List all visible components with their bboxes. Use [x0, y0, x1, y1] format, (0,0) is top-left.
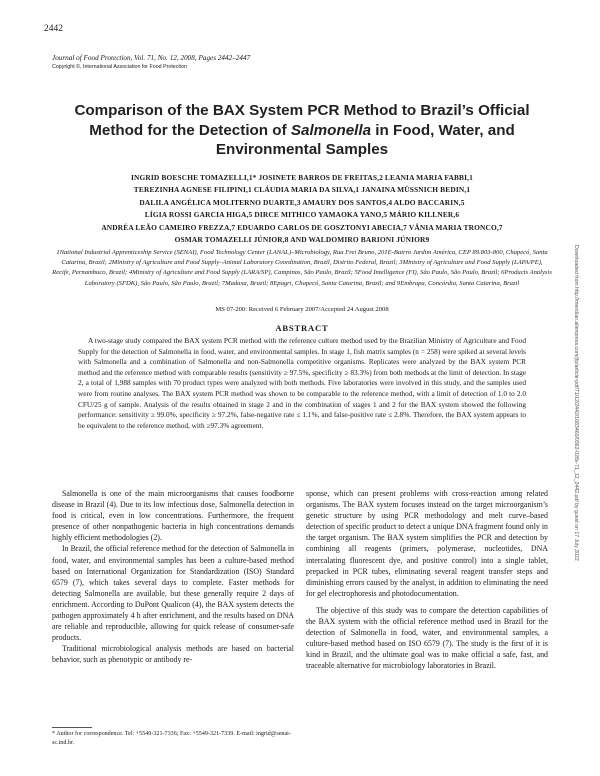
affiliations: 1National Industrial Apprenticeship Service (SENAI), Food Technology Center (LANAL)–Microbiology, Rua Frei Bruno, 201E-Bairro Jardim América, CEP 89.803-800, Chapecó, Santa Catarina, Brazil; 2Ministry of Agriculture and Food Supply–Animal Laboratory Coordination, Brazil, Distrito Federal, Brazil; 3Ministry of Agriculture and Food Supply (LAPA/PE), Recife, Pernambuco, Brazil; 4Ministry of Agriculture and Food Supply (LARA/SP), Campinas, São Paulo, Brazil; 5Food Intelligence (FI), São Paulo, São Paulo, Brazil; 6Products Analysis Laboratory (SFDK), São Paulo, São Paulo, Brazil; 7Madaxa, Brazil; 8Epagri, Chapecó, Santa Catarina, Brazil; and 9Embrapa, Concórdia, Santa Catarina, Brazil — [52, 249, 552, 287]
abstract-text: A two-stage study compared the BAX system PCR method with the reference culture method used by the Brazilian Ministry of Agriculture and Food Supply for the detection of Salmonella in food, water, and environmental samples. In stage 1, fish matrix samples (n = 258) were spiked at several levels with Salmonella and a combination of Salmonella and non-Salmonella competitive organisms. Replicates were analyzed by the BAX system PCR method and the reference method with comparable results (sensitivity ≥ 97.5%, specificity ≥ 83.3%) from both methods at the limit of detection. In stage 2, a total of 1,988 samples with 70 product types were analyzed with both methods. Five laboratories were involved in this study, and the samples used were from routine analyses. The BAX system PCR method was shown to be comparable to the reference method, with a limit of detection of 1.0 to 2.0 CFU/25 g of sample. Analysis of the results obtained in stage 2 and in the combination of stages 1 and 2 for the BAX system showed the following performance: sensitivity ≥ 99.0%, specificity ≥ 97.2%, false-negative rate ≤ 1.1%, and false-positive rate ≤ 2.8%. Therefore, the BAX system appears to be equivalent to the reference method, with ≥97.3% agreement. — [78, 336, 526, 430]
journal-citation: Journal of Food Protection, Vol. 71, No. 12, 2008, Pages 2442–2447 — [52, 54, 251, 62]
download-watermark-text: Downloaded from http://meridian.allenpress.com/jfp/article-pdf/71/12/2442/1683460/0362-028x-71_12_2442.pdf by guest on 17 July 2022 — [573, 245, 579, 561]
author-line: LÍGIA ROSSI GARCIA HIGA,5 DIRCE MITHICO YAMAOKA YANO,5 MÁRIO KILLNER,6 — [144, 210, 460, 220]
title-line-1: Comparison of the BAX System PCR Method to Brazil’s Official — [74, 102, 530, 119]
title-line-2: Method for the Detection of Salmonella in Food, Water, and — [89, 121, 515, 139]
paragraph: sponse, which can present problems with cross-reaction among related organisms. The BAX system focuses instead on the target microorganism’s genetic structure by using PCR methodology and melt curve–based detection of specific product to detect a unique DNA fragment found only in the target organism. The BAX system simplifies the PCR and detection by combining all reagents (primers, polymerase, nucleotides, DNA intercalating fluorescent dye, and positive control) into a single tablet, prepacked in PCR tubes, eliminating several reagent transfer steps and diminishing errors caused by the analyst, in addition to eliminating the need for gel electrophoresis and photodocumentation. — [306, 489, 548, 598]
paragraph: In Brazil, the official reference method for the detection of Salmonella in food, water, and environmental samples has been a culture-based method based on International Organization for Standardization (ISO) Standard 6579 (7), which takes several days to complete. Faster methods for detecting Salmonella are available, but these generally require 2 days of enrichment. According to DuPont Qualicon (4), the BAX system detects the pathogen approximately 4 h after enrichment, and the results based on DNA are reliable and reproducible, allowing for quick release of consumer-safe products. — [52, 544, 294, 643]
abstract-heading: ABSTRACT — [275, 323, 329, 333]
copyright-line: Copyright ©, International Association for Food Protection — [52, 64, 187, 70]
paragraph: The objective of this study was to compare the detection capabilities of the BAX system with the official reference method used in Brazil for the detection of Salmonella in food, water, and environmental samples, a culture-based method based on ISO 6579 (7). The study is the first of it is kind in Brazil, and the ultimate goal was to make official a safe, fast, and traceable alternative for microbiology laboratories in Brazil. — [306, 605, 548, 671]
body-column-right — [306, 488, 548, 672]
page-number: 2442 — [44, 24, 63, 34]
author-line: OSMAR TOMAZELLI JÚNIOR,8 AND WALDOMIRO BARIONI JÚNIOR9 — [174, 235, 430, 245]
body-column-left — [52, 488, 294, 666]
received-dates: MS 07-200: Received 6 February 2007/Accepted 24 August 2008 — [215, 306, 389, 313]
author-list — [52, 172, 552, 246]
title-line-3: Environmental Samples — [215, 141, 389, 158]
correspondence-footnote: * Author for correspondence. Tel: +5549-321-7336; Fax: +5549-321-7339. E-mail: ingrid@senai-sc.ind.br. — [52, 731, 291, 746]
author-line: INGRID BOESCHE TOMAZELLI,1* JOSINETE BARROS DE FREITAS,2 LEANIA MARIA FABBI,1 — [130, 173, 473, 182]
paragraph: Traditional microbiological analysis methods are based on bacterial behavior, such as phenotypic or antibody re- — [52, 644, 294, 665]
paragraph: Salmonella is one of the main microorganisms that causes foodborne disease in Brazil (4). Due to its low infectious dose, Salmonella detection in food is critical, even in low concentrations. Furthermore, the frequent presence of other nonpathogenic bacteria in high concentrations demands highly efficient methodologies (2). — [52, 489, 294, 543]
download-watermark — [570, 245, 580, 725]
author-line: DALILA ANGÉLICA MOLITERNO DUARTE,3 AMAURY DOS SANTOS,4 ALDO BACCARIN,5 — [139, 197, 465, 207]
title-italic-salmonella: Salmonella — [290, 121, 372, 139]
footnote-rule — [52, 727, 92, 728]
article-title — [52, 101, 552, 160]
author-line: ANDRÉA LEÃO CAMEIRO FREZZA,7 EDUARDO CARLOS DE GOSZTONYI ABECIA,7 VÂNIA MARIA TRONCO,7 — [101, 222, 503, 232]
author-line: TEREZINHA AGNESE FILIPINI,1 CLÁUDIA MARIA DA SILVA,1 JANAINA MÜSSNICH BEDIN,1 — [133, 185, 471, 195]
abstract-body — [78, 336, 526, 431]
